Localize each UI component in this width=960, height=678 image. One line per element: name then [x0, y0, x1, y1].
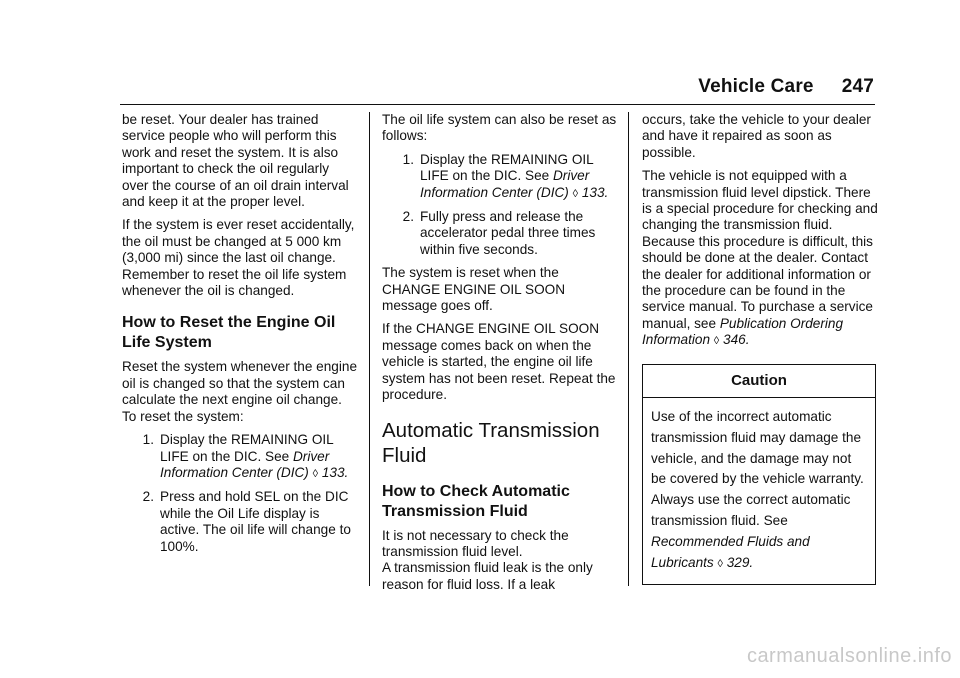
list-item [122, 489, 358, 555]
page-pointer-icon: ◊ [713, 335, 720, 348]
paragraph: The oil life system can also be reset as follows: [382, 112, 617, 144]
paragraph: The system is reset when the CHANGE ENGINE OIL SOON message goes off. [382, 265, 566, 314]
header-rule [120, 104, 875, 105]
section-heading-check-transmission-fluid: How to Check Automatic Transmission Fluid [382, 482, 570, 520]
page-pointer-icon: ◊ [717, 557, 723, 570]
cross-reference-link[interactable]: Publication Ordering Information [642, 315, 844, 348]
paragraph: occurs, take the vehicle to your dealer and have it repaired as soon as possible. [642, 112, 871, 160]
list-item [382, 209, 618, 258]
caution-title: Caution [731, 371, 787, 389]
paragraph: The vehicle is not equipped with a transmission fluid level dipstick. There is a special procedure for checking and changing the transmission fluid. Because this procedure is difficult, this should be done at the dealer. Contact the dealer for additional information or the procedure can be found in the service manual. To purchase a service manual, see Publication Ordering Information ◊ 346. [642, 168, 878, 348]
section-title: Vehicle Care [698, 76, 814, 97]
column-divider-2 [628, 112, 629, 586]
step-text: Fully press and release the accelerator pedal three times within five seconds. [420, 209, 596, 257]
list-item [122, 432, 358, 482]
step-text: Press and hold SEL on the DIC while the Oil Life display is active. The oil life will change to 100%. [160, 489, 351, 554]
paragraph: A transmission fluid leak is the only reason for fluid loss. If a leak [382, 560, 593, 592]
column-3 [642, 112, 878, 585]
paragraph: If the system is ever reset accidentally, the oil must be changed at 5 000 km (3,000 mi) since the last oil change. Remember to reset the oil life system whenever the oil is changed. [122, 217, 355, 299]
cross-reference-page[interactable]: 133 [321, 464, 345, 480]
caution-text: Use of the incorrect automatic transmission fluid may damage the vehicle, and the damage may not be covered by the vehicle warranty. Always use the correct automatic transmission fluid. See Recommended Fluids and Lubricants ◊ 329. [651, 409, 864, 570]
page-pointer-icon: ◊ [312, 467, 319, 480]
step-number: 1. [402, 151, 414, 167]
cross-reference-page[interactable]: 133 [581, 184, 605, 200]
paragraph: be reset. Your dealer has trained service people who will perform this work and reset the system. It is also important to check the oil regularly over the course of an oil drain interval and keep it at the proper level. [122, 112, 349, 210]
cross-reference-link[interactable]: Driver Information Center (DIC) [420, 168, 590, 200]
column-1 [122, 112, 358, 562]
step-text: Display the REMAINING OIL LIFE on the DIC. See Driver Information Center (DIC) ◊ 133. [420, 151, 609, 200]
step-number: 1. [142, 432, 154, 448]
section-heading-reset-oil-life: How to Reset the Engine Oil Life System [122, 314, 336, 352]
cross-reference-link[interactable]: Driver Information Center (DIC) [160, 448, 330, 480]
step-number: 2. [142, 489, 154, 505]
cross-reference-page[interactable]: 329 [726, 554, 750, 570]
paragraph: It is not necessary to check the transmission fluid level. [382, 527, 569, 559]
paragraph: If the CHANGE ENGINE OIL SOON message comes back on when the vehicle is started, the engine oil life system has not been reset. Repeat the procedure. [382, 321, 616, 403]
step-number: 2. [402, 209, 414, 225]
step-text: Display the REMAINING OIL LIFE on the DIC. See Driver Information Center (DIC) ◊ 133. [160, 432, 349, 480]
list-item [382, 152, 618, 202]
reset-steps-list [122, 432, 358, 555]
page-header [698, 76, 874, 98]
caution-box [642, 364, 876, 586]
watermark: carmanualsonline.info [746, 645, 952, 667]
column-2 [382, 112, 618, 600]
page-pointer-icon: ◊ [572, 187, 579, 200]
paragraph: Reset the system whenever the engine oil is changed so that the system can calculate the next engine oil change. To reset the system: [122, 359, 358, 424]
section-heading-automatic-transmission-fluid: Automatic Transmission Fluid [382, 418, 600, 467]
alt-reset-steps-list [382, 152, 618, 258]
column-divider-1 [369, 112, 370, 586]
page-number: 247 [841, 76, 874, 97]
cross-reference-link[interactable]: Recommended Fluids and Lubricants [651, 533, 810, 570]
cross-reference-page[interactable]: 346 [723, 332, 746, 348]
